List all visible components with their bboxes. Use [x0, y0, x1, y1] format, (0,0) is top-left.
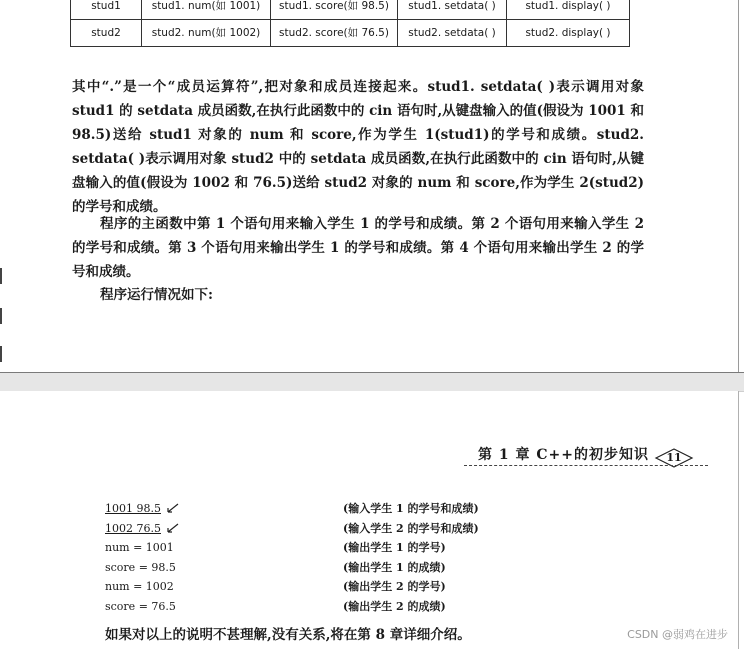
io-output-text: num = 1001 — [105, 541, 174, 554]
paragraph-explanation: 其中“.”是一个“成员运算符”,把对象和成员连接起来。stud1. setdata( )表示调用对象 stud1 的 setdata 成员函数,在执行此函数中的 cin 语句时,从键盘输入的值(假设为 1001 和 98.5)送给 stud1 对象的 num 和 score,作为学生 1(stud1)的学号和成绩。stud2. setdata( )表示调用对象 stud2 中的 setdata 成员函数,在执行此函数中的 cin 语句时,从键盘输入的值(假设为 1002 和 76.5)送给 stud2 对象的 num 和 score,作为学生 2(stud2)的学号和成绩。 — [72, 79, 645, 215]
csdn-watermark: CSDN @弱鸡在进步 — [627, 628, 728, 641]
io-output-text: score = 76.5 — [105, 599, 176, 613]
chapter-header: 第 1 章 C++的初步知识 — [478, 447, 649, 463]
io-input-text: 1001 98.5 — [105, 499, 179, 519]
program-run-output — [105, 499, 625, 616]
io-line — [105, 538, 625, 558]
header-rule — [464, 465, 708, 466]
footer-note: 如果对以上的说明不甚理解,没有关系,将在第 8 章详细介绍。 — [105, 627, 471, 643]
io-line — [105, 577, 625, 597]
io-line — [105, 597, 625, 617]
table-cell: stud1. setdata( ) — [398, 0, 507, 20]
table-row — [71, 20, 630, 47]
table-cell: stud2 — [71, 20, 142, 47]
enter-arrow-icon — [165, 503, 179, 514]
table-cell: stud1. display( ) — [507, 0, 630, 20]
table-cell: stud1. num(如 1001) — [142, 0, 271, 20]
page-separator — [0, 372, 744, 392]
io-output-text: score = 98.5 — [105, 560, 176, 574]
table-cell: stud2. display( ) — [507, 20, 630, 47]
io-line — [105, 558, 625, 578]
io-line — [105, 499, 625, 519]
paragraph-run-intro: 程序运行情况如下: — [100, 287, 213, 303]
scan-margin-mark — [0, 268, 2, 284]
table-cell: stud2. score(如 76.5) — [271, 20, 398, 47]
table-cell: stud2. num(如 1002) — [142, 20, 271, 47]
page-bottom — [0, 391, 739, 649]
io-comment: (输入学生 1 的学号和成绩) — [343, 502, 479, 515]
object-member-table — [70, 0, 630, 47]
io-comment: (输出学生 1 的学号) — [343, 541, 446, 554]
page-number: 11 — [666, 451, 682, 464]
io-comment: (输出学生 2 的学号) — [343, 580, 446, 593]
table-cell: stud1. score(如 98.5) — [271, 0, 398, 20]
table-row — [71, 0, 630, 20]
io-input-text: 1002 76.5 — [105, 519, 179, 539]
io-comment: (输出学生 2 的成绩) — [343, 599, 446, 613]
table-cell: stud1 — [71, 0, 142, 20]
paragraph-main-function: 程序的主函数中第 1 个语句用来输入学生 1 的学号和成绩。第 2 个语句用来输入学生 2 的学号和成绩。第 3 个语句用来输出学生 1 的学号和成绩。第 4 个语句用来输出学生 2 的学号和成绩。 — [72, 216, 644, 280]
scan-margin-mark — [0, 346, 2, 362]
enter-arrow-icon — [165, 523, 179, 534]
scan-margin-mark — [0, 308, 2, 324]
io-line — [105, 519, 625, 539]
io-comment: (输出学生 1 的成绩) — [343, 560, 446, 574]
io-comment: (输入学生 2 的学号和成绩) — [343, 521, 479, 535]
io-output-text: num = 1002 — [105, 580, 174, 593]
table-cell: stud2. setdata( ) — [398, 20, 507, 47]
